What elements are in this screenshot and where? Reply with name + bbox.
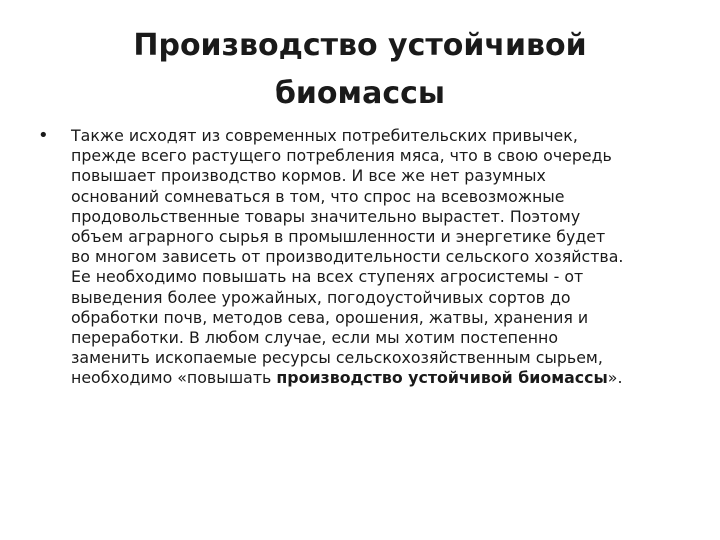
text-line: во многом зависеть от производительности сельского хозяйства. xyxy=(71,247,624,267)
bullet-item xyxy=(36,126,696,389)
text-line: Также исходят из современных потребительских привычек, xyxy=(71,126,578,145)
text-line: переработки. В любом случае, если мы хотим постепенно xyxy=(71,328,559,348)
slide-title xyxy=(60,22,660,118)
text-line: оснований сомневаться в том, что спрос на всевозможные xyxy=(71,186,565,206)
slide-title-line-2: биомассы xyxy=(274,76,446,111)
slide-title-line-1: Производство устойчивой xyxy=(133,28,587,63)
text-line-last xyxy=(71,368,696,388)
bullet-text xyxy=(71,126,696,389)
text-fragment: ». xyxy=(607,368,623,388)
text-line: выведения более урожайных, погодоустойчивых сортов до xyxy=(71,287,571,307)
text-line: Ее необходимо повышать на всех ступенях агросистемы - от xyxy=(71,267,584,287)
text-line: повышает производство кормов. И все же нет разумных xyxy=(71,166,546,186)
text-line: заменить ископаемые ресурсы сельскохозяйственным сырьем, xyxy=(71,348,603,368)
slide-body xyxy=(36,126,696,389)
text-line: объем аграрного сырья в промышленности и энергетике будет xyxy=(71,227,606,247)
text-fragment: необходимо «повышать xyxy=(71,368,277,388)
text-line: обработки почв, методов сева, орошения, жатвы, хранения и xyxy=(71,307,589,327)
emphasized-phrase: производство устойчивой биомассы xyxy=(276,368,608,388)
text-line: прежде всего растущего потребления мяса, что в свою очередь xyxy=(71,146,612,166)
bullet-icon: • xyxy=(38,125,49,146)
text-line: продовольственные товары значительно вырастет. Поэтому xyxy=(71,206,581,226)
